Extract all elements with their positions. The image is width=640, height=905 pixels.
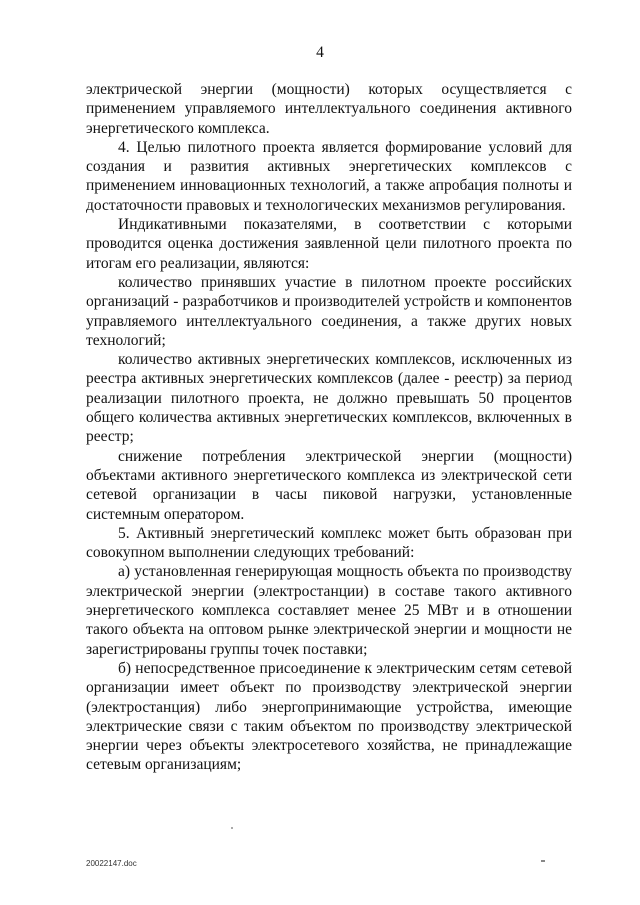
paragraph: электрической энергии (мощности) которых осуществляется с применением управляемого интеллектуального соединения активного энергетического комплекса.: [86, 81, 572, 137]
footer-file-name: 20022147.doc: [86, 859, 137, 868]
scan-mark: [541, 860, 545, 862]
document-body: [86, 80, 572, 775]
paragraph: 5. Активный энергетический комплекс может быть образован при совокупном выполнении следующих требований:: [86, 524, 572, 562]
paragraph: а) установленная генерирующая мощность объекта по производству электрической энергии (электростанции) в составе такого активного энергетического комплекса составляет менее 25 МВт и в отношении такого объекта на оптовом рынке электрической энергии и мощности не зарегистрированы группы точек поставки;: [86, 563, 572, 658]
paragraph: количество принявших участие в пилотном проекте российских организаций - разработчиков и производителей устройств и компонентов управляемого интеллектуального соединения, а также других новых технологий;: [86, 273, 572, 349]
paragraph: количество активных энергетических комплексов, исключенных из реестра активных энергетических комплексов (далее - реестр) за период реализации пилотного проекта, не должно превышать 50 процентов общего количества активных энергетических комплексов, включенных в реестр;: [86, 351, 572, 446]
scan-speck: [231, 827, 233, 829]
paragraph: 4. Целью пилотного проекта является формирование условий для создания и развития активных энергетических комплексов с применением инновационных технологий, а также апробация полноты и достаточности правовых и технологических механизмов регулирования.: [86, 138, 572, 214]
paragraph: б) непосредственное присоединение к электрическим сетям сетевой организации имеет объект по производству электрической энергии (электростанция) либо энергопринимающие устройства, имеющие электрические связи с таким объектом по производству электрической энергии через объекты электросетевого хозяйства, не принадлежащие сетевым организациям;: [86, 659, 572, 774]
page-number: 4: [316, 44, 324, 61]
paragraph: снижение потребления электрической энергии (мощности) объектами активного энергетического комплекса из электрической сети сетевой организации в часы пиковой нагрузки, установленные системным оператором.: [86, 447, 572, 523]
paragraph: Индикативными показателями, в соответствии с которыми проводится оценка достижения заявленной цели пилотного проекта по итогам его реализации, являются:: [86, 216, 572, 272]
